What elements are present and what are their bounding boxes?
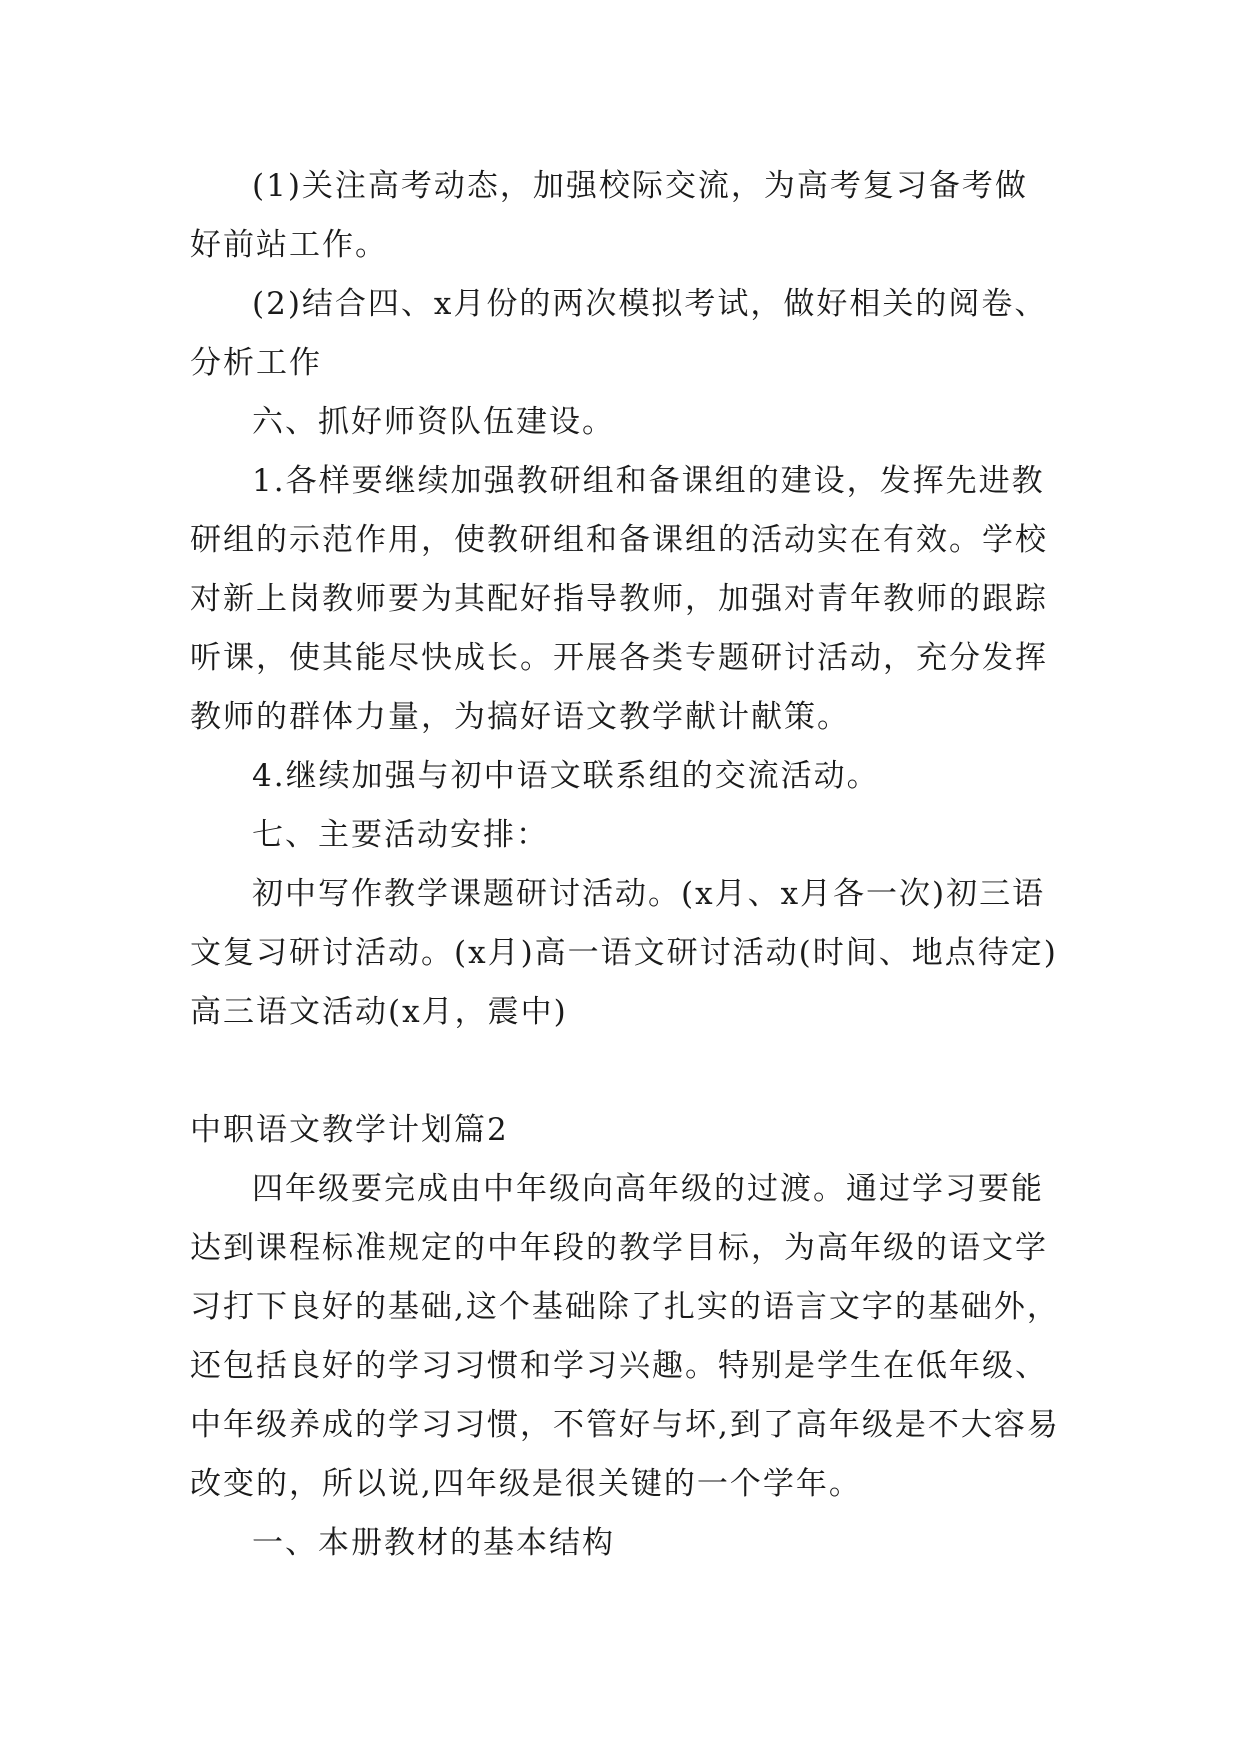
heading-section-seven: 七、主要活动安排： bbox=[252, 817, 549, 853]
heading-section-six: 六、抓好师资队伍建设。 bbox=[252, 404, 615, 440]
section-spacer bbox=[190, 1042, 1060, 1101]
document-body bbox=[190, 157, 1060, 1573]
paragraph-junior-exchange: 4.继续加强与初中语文联系组的交流活动。 bbox=[252, 758, 880, 794]
section-title-part-two: 中职语文教学计划篇2 bbox=[190, 1112, 509, 1148]
paragraph-grade-four-transition: 四年级要完成由中年级向高年级的过渡。通过学习要能达到课程标准规定的中年段的教学目标，为高年级的语文学习打下良好的基础,这个基础除了扎实的语言文字的基础外，还包括良好的学习习惯和学习兴趣。特别是学生在低年级、中年级养成的学习习惯，不管好与坏,到了高年级是不大容易改变的，所以说,四年级是很关键的一个学年。 bbox=[190, 1171, 1060, 1502]
paragraph-mock-exams: (2)结合四、x月份的两次模拟考试，做好相关的阅卷、分析工作 bbox=[190, 286, 1048, 381]
paragraph-activity-schedule: 初中写作教学课题研讨活动。(x月、x月各一次)初三语文复习研讨活动。(x月)高一语文研讨活动(时间、地点待定)高三语文活动(x月，震中) bbox=[190, 876, 1058, 1030]
paragraph-gaokao-focus: (1)关注高考动态，加强校际交流，为高考复习备考做好前站工作。 bbox=[190, 168, 1028, 263]
paragraph-teacher-team: 1.各样要继续加强教研组和备课组的建设，发挥先进教研组的示范作用，使教研组和备课组的活动实在有效。学校对新上岗教师要为其配好指导教师，加强对青年教师的跟踪听课，使其能尽快成长。开展各类专题研讨活动，充分发挥教师的群体力量，为搞好语文教学献计献策。 bbox=[190, 463, 1048, 735]
heading-textbook-structure: 一、本册教材的基本结构 bbox=[252, 1525, 615, 1561]
